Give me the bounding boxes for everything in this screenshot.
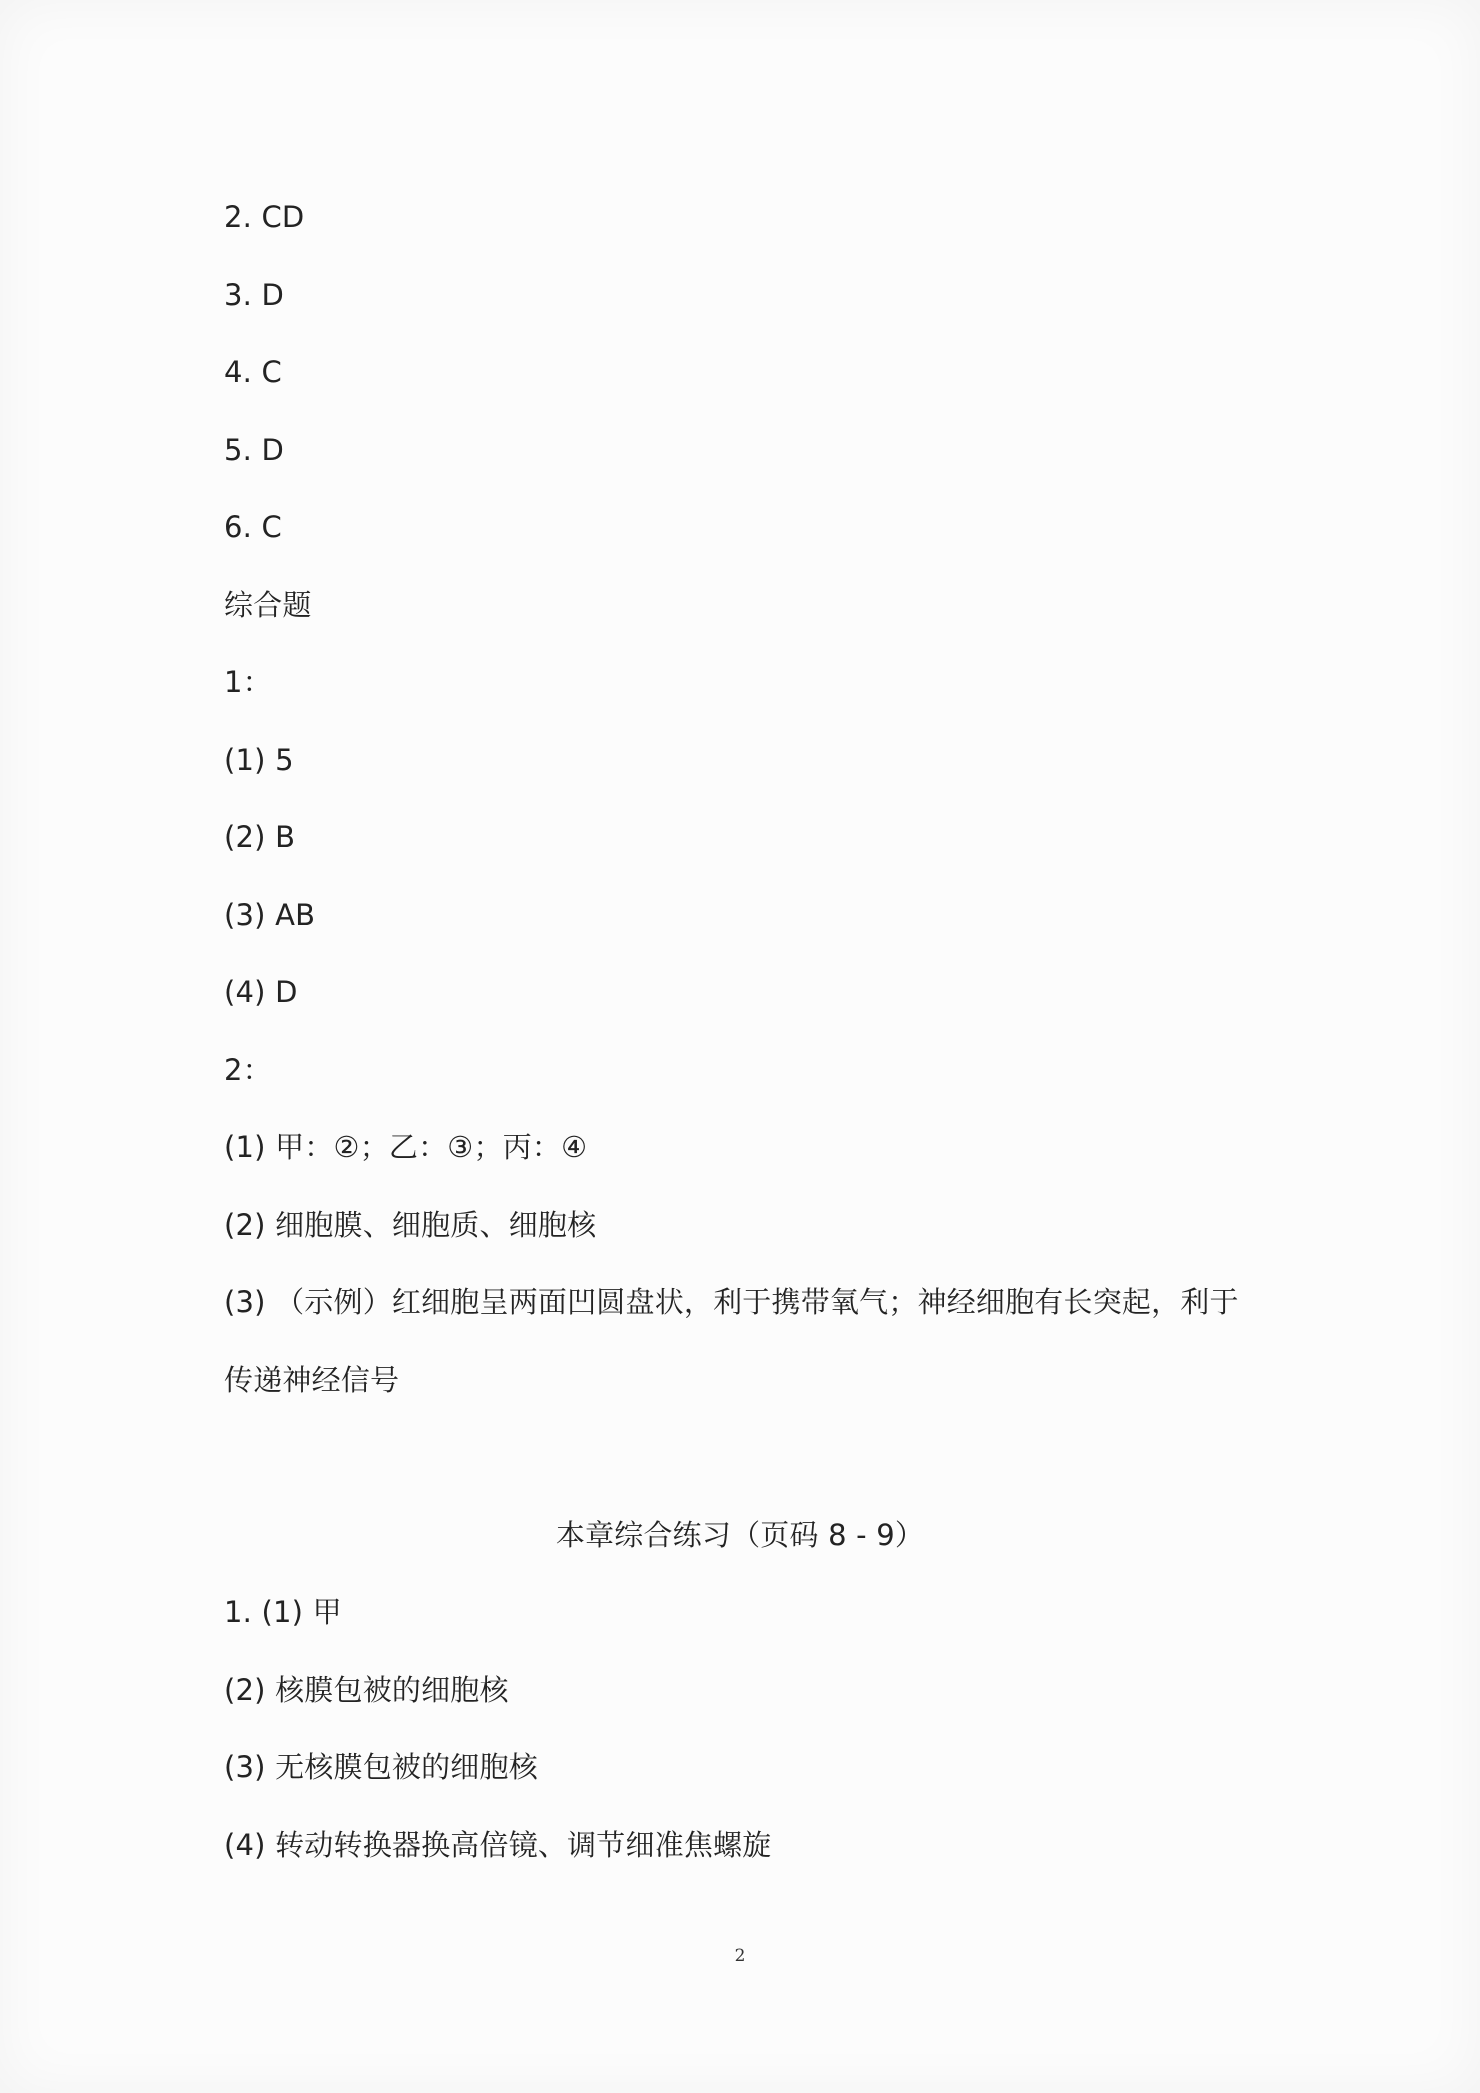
answer-line: (3) AB	[224, 897, 316, 932]
answer-line: (4) 转动转换器换高倍镜、调节细准焦螺旋	[224, 1827, 772, 1862]
answer-line: (2) B	[224, 820, 296, 854]
answer-line: (2) 核膜包被的细胞核	[224, 1672, 509, 1707]
answer-line: (1) 5	[224, 742, 294, 777]
answer-line: 6. C	[224, 510, 282, 544]
answer-line: 2. CD	[224, 200, 305, 234]
answer-line: 1. (1) 甲	[224, 1595, 342, 1629]
section-heading: 本章综合练习（页码 8 - 9）	[555, 1517, 925, 1552]
section-label: 综合题	[224, 587, 312, 622]
answer-content	[224, 179, 1424, 1884]
answer-line: 5. D	[224, 432, 285, 467]
answer-line: 3. D	[224, 277, 285, 312]
answer-line-continuation: 传递神经信号	[224, 1362, 400, 1397]
section-spacer	[224, 1419, 1424, 1497]
answer-line: (3) （示例）红细胞呈两面凹圆盘状，利于携带氧气；神经细胞有长突起，利于	[224, 1285, 1239, 1319]
page-number: 2	[734, 1946, 746, 1966]
answer-line: (4) D	[224, 975, 298, 1009]
answer-line: (3) 无核膜包被的细胞核	[224, 1750, 538, 1784]
answer-line: (1) 甲：②；乙：③；丙：④	[224, 1130, 588, 1164]
answer-line: (2) 细胞膜、细胞质、细胞核	[224, 1207, 597, 1242]
question-number: 1：	[224, 665, 272, 699]
question-number: 2：	[224, 1052, 272, 1087]
answer-line: 4. C	[224, 355, 282, 389]
